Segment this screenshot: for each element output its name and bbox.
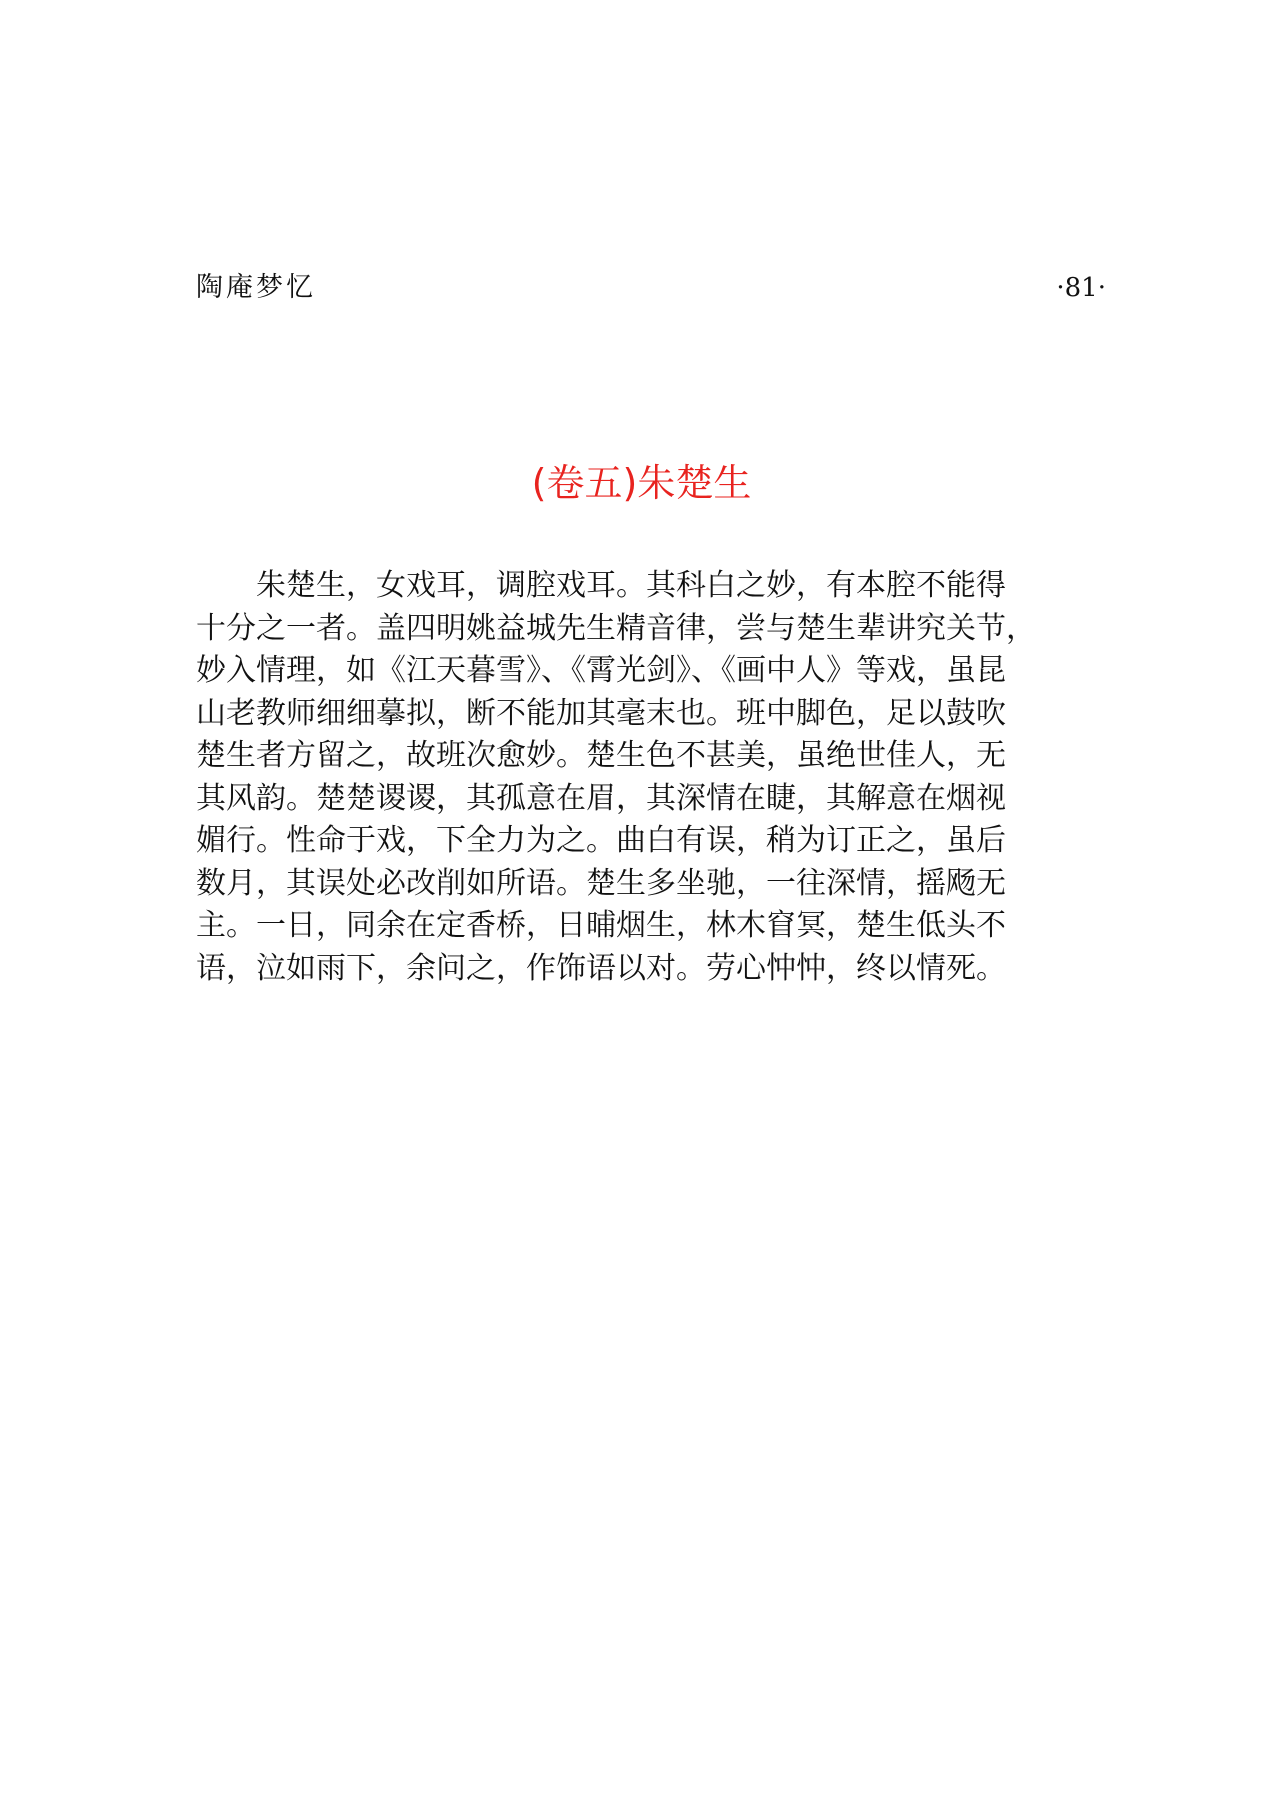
text-line: 数月，其误处必改削如所语。楚生多坐驰，一往深情，摇飏无 xyxy=(196,865,1006,901)
text-line: 语，泣如雨下，余问之，作饰语以对。劳心忡忡，终以情死。 xyxy=(196,950,1006,986)
book-title: 陶庵梦忆 xyxy=(196,272,316,303)
text-line: 朱楚生，女戏耳，调腔戏耳。其科白之妙，有本腔不能得 xyxy=(196,568,1006,603)
text-line: 主。一日，同余在定香桥，日晡烟生，林木窅冥，楚生低头不 xyxy=(196,908,1006,943)
chapter-title: (卷五)朱楚生 xyxy=(531,461,752,505)
page-number: ·81· xyxy=(1056,273,1106,303)
text-line: 十分之一者。盖四明姚益城先生精音律，尝与楚生辈讲究关节， xyxy=(196,610,1036,646)
body-paragraph xyxy=(196,565,1101,990)
text-line: 媚行。性命于戏，下全力为之。曲白有误，稍为订正之，虽后 xyxy=(196,823,1006,858)
text-line: 楚生者方留之，故班次愈妙。楚生色不甚美，虽绝世佳人，无 xyxy=(196,738,1006,773)
running-header xyxy=(196,268,1106,308)
text-line: 山老教师细细摹拟，断不能加其毫末也。班中脚色，足以鼓吹 xyxy=(196,695,1006,731)
text-line: 其风韵。楚楚谡谡，其孤意在眉，其深情在睫，其解意在烟视 xyxy=(196,780,1006,816)
text-line: 妙入情理，如《江天暮雪》、《霄光剑》、《画中人》等戏，虽昆 xyxy=(196,653,1006,688)
